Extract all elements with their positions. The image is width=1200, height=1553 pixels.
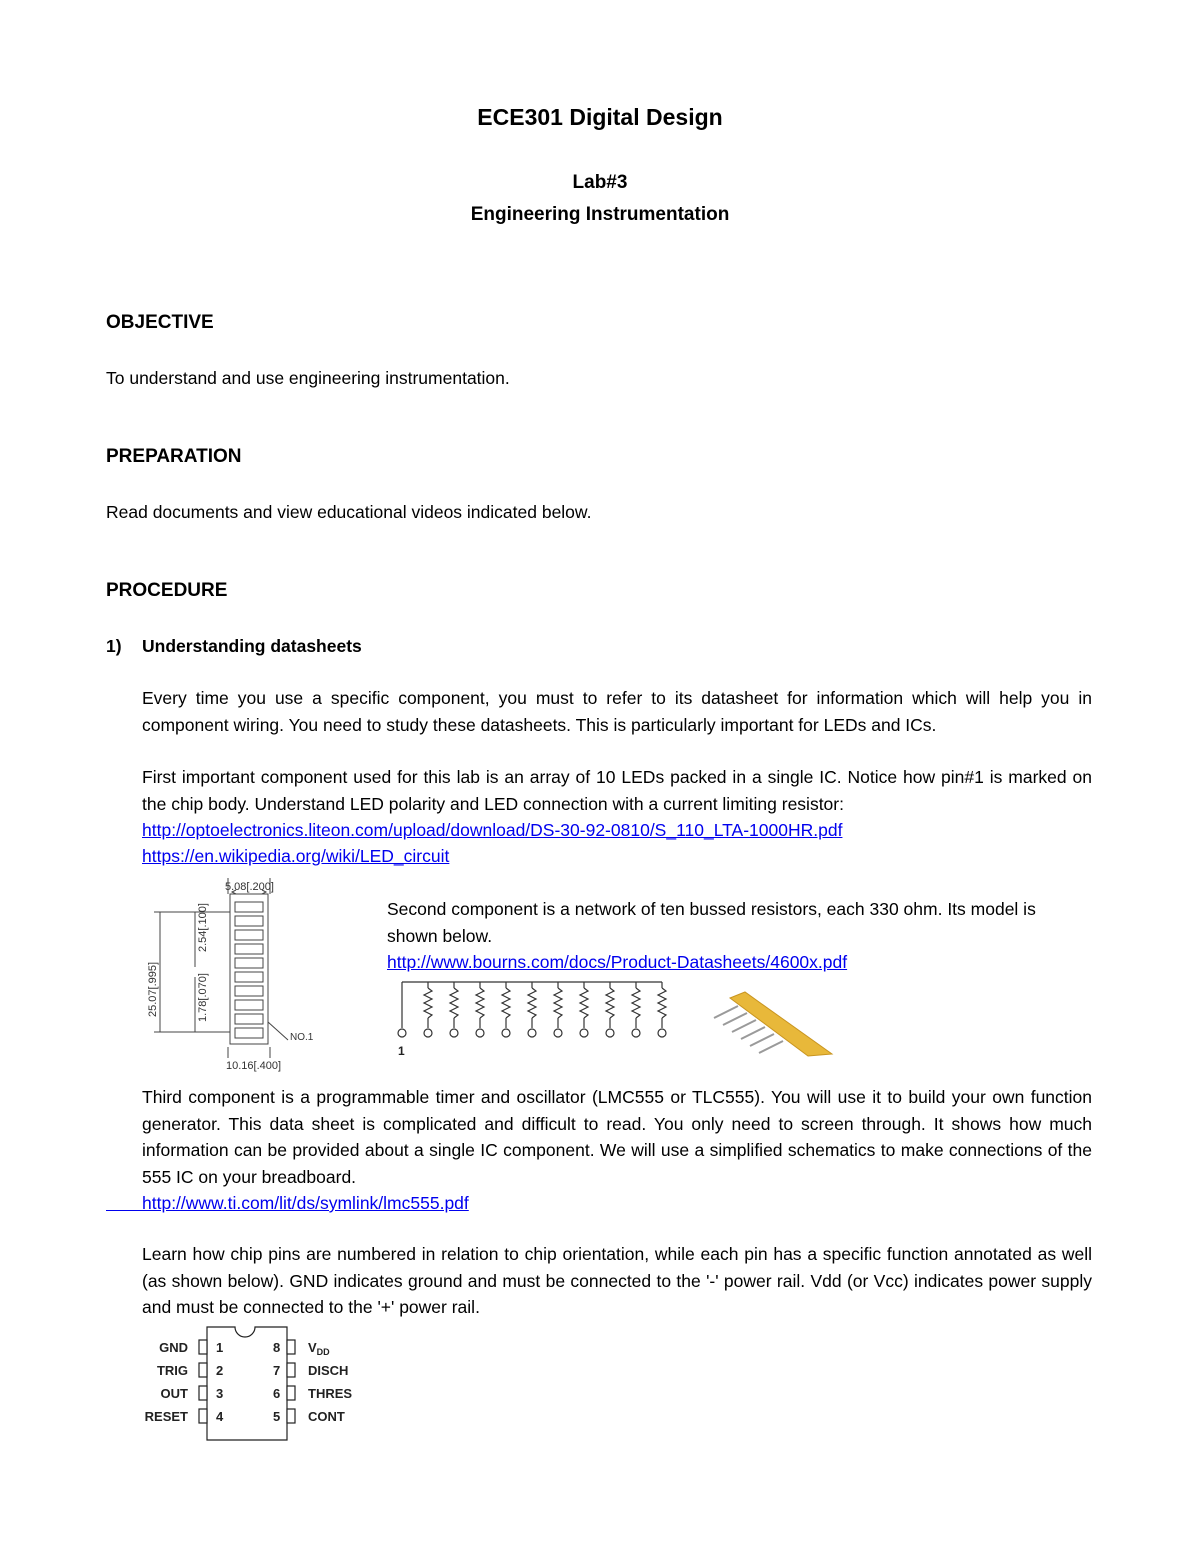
resistor-network-photo: [700, 988, 860, 1060]
objective-heading: OBJECTIVE: [106, 312, 214, 333]
step-title: Understanding datasheets: [142, 636, 362, 656]
pin-name-reset: RESET: [144, 1409, 188, 1424]
liteon-datasheet-link[interactable]: http://optoelectronics.liteon.com/upload/download/DS-30-92-0810/S_110_LTA-1000HR.pdf: [142, 820, 843, 840]
pin-number-1: 1: [216, 1340, 224, 1355]
pin-number-5: 5: [273, 1409, 281, 1424]
pin-name-vdd: $V_{DD}$: [308, 1340, 330, 1357]
pin-number-6: 6: [273, 1386, 281, 1401]
pin-name-gnd: GND: [159, 1340, 188, 1355]
document-title: ECE301 Digital Design: [477, 104, 723, 130]
ic555-pinout-diagram: [140, 1322, 370, 1447]
pin-name-cont: CONT: [308, 1409, 345, 1424]
pin-name-out: OUT: [160, 1386, 188, 1401]
pin-name-trig: TRIG: [156, 1363, 188, 1378]
lab-number: Lab#3: [572, 172, 628, 193]
led-array-paragraph: First important component used for this lab is an array of 10 LEDs packed in a single IC. Notice how pin#1 is marked on the chip body. Understand LED polarity and LED connection with a current limiting resistor:: [142, 767, 1092, 814]
timer-paragraph: Third component is a programmable timer and oscillator (LMC555 or TLC555). You will use it to build your own function generator. This data sheet is complicated and difficult to read. You only need to screen through. It shows how much information can be provided about a single IC component. We will use a simplified schematics to make connections of the 555 IC on your breadboard.: [142, 1087, 1092, 1187]
dim-inner-upper: 2.54[.100]: [197, 903, 209, 952]
pin-name-disch: DISCH: [308, 1363, 349, 1378]
pin-numbering-paragraph: Learn how chip pins are numbered in relation to chip orientation, while each pin has a specific function annotated as well (as shown below). GND indicates ground and must be connected to the '-' power rail. Vdd (or Vcc) indicates power supply and must be connected to the '+' power rail.: [142, 1244, 1092, 1317]
led-array-drawing: [140, 872, 340, 1072]
objective-text: To understand and use engineering instrumentation.: [106, 368, 510, 388]
pin-number-4: 4: [216, 1409, 224, 1424]
datasheet-intro: Every time you use a specific component, you must to refer to its datasheet for information which will help you in component wiring. You need to study these datasheets. This is particularly important for LEDs and ICs.: [142, 688, 1092, 735]
pin-number-7: 7: [273, 1363, 281, 1378]
resistor-network-schematic: [390, 976, 680, 1061]
resistor-pin1-label: 1: [398, 1044, 405, 1058]
pin-number-2: 2: [216, 1363, 224, 1378]
dim-top: 5.08[.200]: [225, 881, 274, 893]
procedure-heading: PROCEDURE: [106, 580, 228, 601]
pin1-label: NO.1: [290, 1032, 314, 1043]
pin-number-3: 3: [216, 1386, 224, 1401]
link-indent-underline: [106, 1210, 142, 1211]
led-circuit-wiki-link[interactable]: https://en.wikipedia.org/wiki/LED_circuit: [142, 846, 450, 866]
step-number: 1): [106, 636, 122, 656]
preparation-heading: PREPARATION: [106, 446, 242, 467]
dim-bottom: 10.16[.400]: [226, 1060, 282, 1072]
ti-datasheet-link[interactable]: http://www.ti.com/lit/ds/symlink/lmc555.pdf: [142, 1193, 469, 1213]
dim-left-outer: 25.07[.995]: [147, 961, 159, 1017]
dim-inner-lower: 1.78[.070]: [197, 973, 209, 1022]
pin-number-8: 8: [273, 1340, 281, 1355]
lab-subtitle: Engineering Instrumentation: [470, 204, 730, 225]
preparation-text: Read documents and view educational videos indicated below.: [106, 502, 592, 522]
resistor-network-paragraph: Second component is a network of ten bussed resistors, each 330 ohm. Its model is shown below.: [387, 899, 1036, 946]
bourns-datasheet-link[interactable]: http://www.bourns.com/docs/Product-Datasheets/4600x.pdf: [387, 952, 848, 972]
pin-name-thres: THRES: [308, 1386, 353, 1401]
